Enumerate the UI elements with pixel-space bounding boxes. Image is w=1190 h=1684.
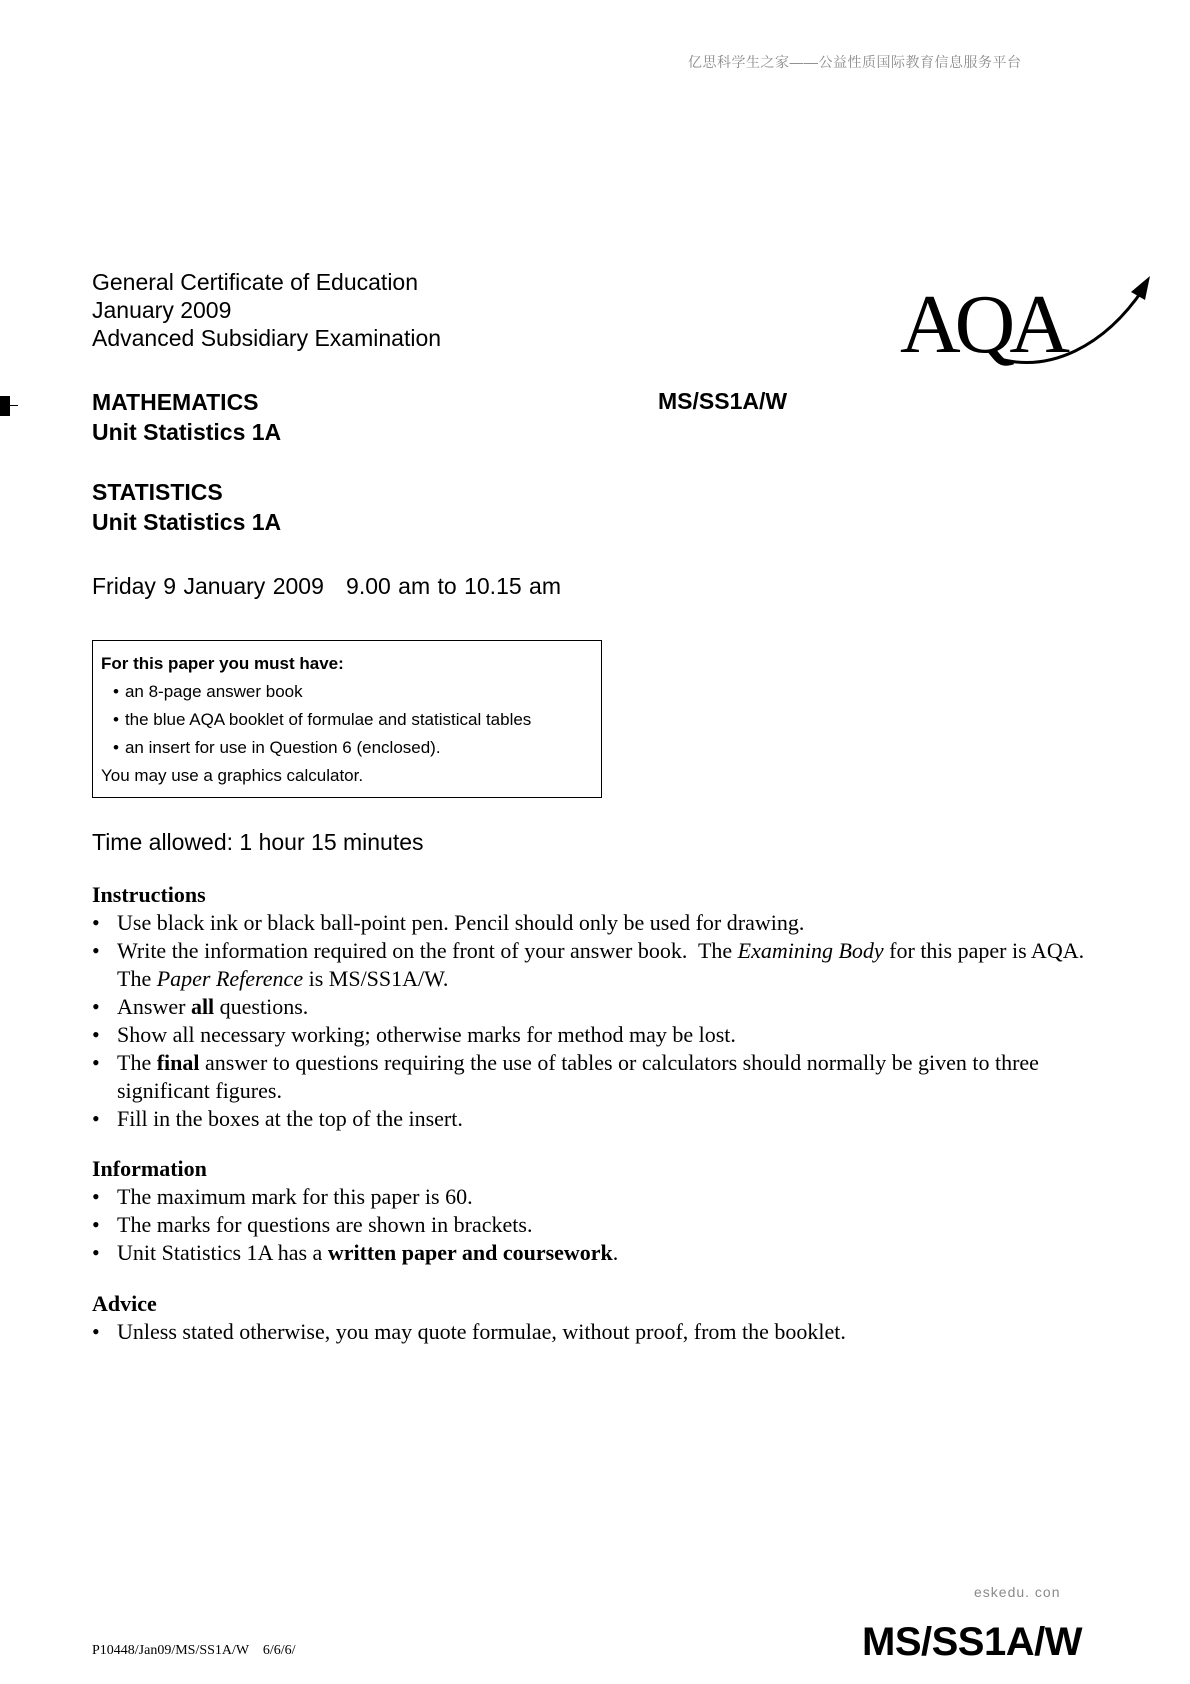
paper-code: MS/SS1A/W bbox=[658, 388, 788, 414]
materials-box bbox=[92, 640, 602, 798]
subject-unit: Unit Statistics 1A bbox=[92, 419, 282, 445]
advice-section bbox=[92, 1290, 1092, 1346]
instruction-item: • Show all necessary working; otherwise marks for method may be lost. bbox=[92, 1021, 1092, 1049]
subject-unit: Unit Statistics 1A bbox=[92, 509, 282, 535]
time-allowed: Time allowed: 1 hour 15 minutes bbox=[92, 829, 424, 855]
advice-item: • Unless stated otherwise, you may quote formulae, without proof, from the booklet. bbox=[92, 1318, 1092, 1346]
coursework-emphasis: written paper and coursework bbox=[327, 1240, 613, 1265]
subject-title: MATHEMATICS bbox=[92, 389, 259, 415]
materials-heading: For this paper you must have: bbox=[101, 654, 344, 673]
instruction-item: • The final answer to questions requiring the use of tables or calculators should normally be given to three significant figures. bbox=[92, 1049, 1092, 1105]
materials-item: • an 8-page answer book bbox=[113, 678, 593, 706]
materials-item: • an insert for use in Question 6 (enclosed). bbox=[113, 734, 593, 762]
subject-mathematics bbox=[92, 387, 281, 447]
calculator-note: You may use a graphics calculator. bbox=[101, 766, 364, 785]
instructions-heading: Instructions bbox=[92, 882, 206, 907]
footer-reference: P10448/Jan09/MS/SS1A/W 6/6/6/ bbox=[92, 1643, 296, 1658]
registration-mark bbox=[0, 396, 10, 416]
instruction-item: • Answer all questions. bbox=[92, 993, 1092, 1021]
information-heading: Information bbox=[92, 1156, 207, 1181]
all-emphasis: all bbox=[190, 994, 215, 1019]
advice-heading: Advice bbox=[92, 1291, 157, 1316]
final-emphasis: final bbox=[156, 1050, 200, 1075]
certificate-line: General Certificate of Education bbox=[92, 269, 419, 295]
information-list bbox=[92, 1183, 1092, 1267]
exam-header bbox=[92, 268, 441, 352]
information-item: • Unit Statistics 1A has a written paper and coursework. bbox=[92, 1239, 1092, 1267]
watermark-top: 亿思科学生之家——公益性质国际教育信息服务平台 bbox=[688, 54, 1022, 70]
exam-date-time: Friday 9 January 2009 9.00 am to 10.15 am bbox=[92, 573, 561, 599]
examining-body-emphasis: Examining Body bbox=[737, 938, 884, 963]
information-section bbox=[92, 1155, 1092, 1267]
registration-line bbox=[0, 405, 18, 406]
subject-statistics bbox=[92, 477, 281, 537]
advice-list bbox=[92, 1318, 1092, 1346]
instruction-item: • Write the information required on the front of your answer book. The Examining Body for this paper is AQA. The Paper Reference is MS/SS1A/W. bbox=[92, 937, 1092, 993]
aqa-logo-text: AQA bbox=[900, 278, 1064, 371]
information-item: • The maximum mark for this paper is 60. bbox=[92, 1183, 1092, 1211]
session-line: January 2009 bbox=[92, 297, 232, 323]
aqa-logo bbox=[900, 272, 1156, 374]
materials-list bbox=[101, 678, 593, 762]
materials-item: • the blue AQA booklet of formulae and statistical tables bbox=[113, 706, 593, 734]
instructions-section bbox=[92, 881, 1095, 1133]
watermark-bottom: eskedu. con bbox=[974, 1584, 1061, 1600]
footer-paper-code: MS/SS1A/W bbox=[862, 1620, 1082, 1664]
instruction-item: • Use black ink or black ball-point pen. Pencil should only be used for drawing. bbox=[92, 909, 1092, 937]
level-line: Advanced Subsidiary Examination bbox=[92, 325, 442, 351]
subject-title: STATISTICS bbox=[92, 479, 223, 505]
instructions-list bbox=[92, 909, 1095, 1133]
instruction-item: • Fill in the boxes at the top of the insert. bbox=[92, 1105, 1092, 1133]
information-item: • The marks for questions are shown in brackets. bbox=[92, 1211, 1092, 1239]
paper-reference-emphasis: Paper Reference bbox=[156, 966, 304, 991]
